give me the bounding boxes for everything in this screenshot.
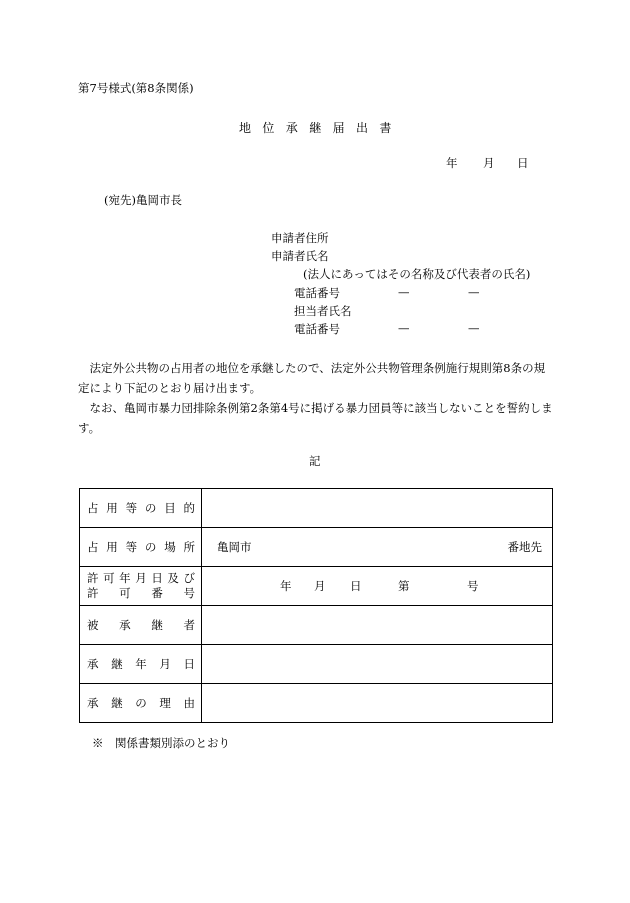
- permit-year: 年: [280, 579, 292, 593]
- date-day: 日: [517, 156, 529, 170]
- document-title: 地位承継届出書: [239, 121, 403, 135]
- body-paragraph-2: なお、亀岡市暴力団排除条例第2条第4号に掲げる暴力団員等に該当しないことを誓約します。: [78, 401, 553, 435]
- permit-label-line-2: 許可番号: [87, 586, 195, 600]
- succession-reason-label-cell: [80, 684, 202, 723]
- predecessor-value-cell[interactable]: [202, 606, 553, 645]
- contact-phone-label: 電話番号: [294, 322, 340, 336]
- contact-phone-dash-2: —: [468, 321, 480, 335]
- applicant-name-label: 申請者氏名: [271, 249, 329, 263]
- body-paragraph-1: 法定外公共物の占用者の地位を承継したので、法定外公共物管理条例施行規則第8条の規定により下記のとおり届け出ます。: [78, 361, 546, 395]
- applicant-phone-dash-1: —: [398, 285, 410, 299]
- permit-month: 月: [314, 579, 326, 593]
- purpose-label-cell: [80, 489, 202, 528]
- table-row-purpose: [80, 489, 553, 528]
- notification-table: [79, 488, 553, 723]
- applicant-phone-label: 電話番号: [294, 286, 340, 300]
- table-row-predecessor: [80, 606, 553, 645]
- succession-reason-label: 承継の理由: [87, 695, 195, 710]
- predecessor-label-cell: [80, 606, 202, 645]
- succession-reason-value-cell[interactable]: [202, 684, 553, 723]
- location-label-cell: [80, 528, 202, 567]
- predecessor-label: 被承継者: [87, 617, 195, 632]
- addressee: (宛先)亀岡市長: [104, 193, 182, 207]
- table-row-permit: [80, 567, 553, 606]
- applicant-address-label: 申請者住所: [271, 231, 329, 245]
- permit-label-cell: [80, 567, 202, 606]
- purpose-label: 占用等の目的: [87, 500, 195, 515]
- table-row-succession-date: [80, 645, 553, 684]
- contact-name-label: 担当者氏名: [294, 304, 352, 318]
- applicant-phone-dash-2: —: [468, 285, 480, 299]
- purpose-value-cell[interactable]: [202, 489, 553, 528]
- permit-dai: 第: [398, 579, 410, 593]
- succession-date-value-cell[interactable]: [202, 645, 553, 684]
- table-row-location: [80, 528, 553, 567]
- location-label: 占用等の場所: [87, 539, 195, 554]
- ki-heading: 記: [309, 454, 321, 468]
- location-suffix: 番地先: [507, 540, 542, 554]
- date-year: 年: [446, 156, 458, 170]
- permit-go: 号: [467, 579, 479, 593]
- succession-date-label-cell: [80, 645, 202, 684]
- permit-value-cell[interactable]: [202, 567, 553, 606]
- corporation-note: (法人にあってはその名称及び代表者の氏名): [303, 267, 531, 281]
- date-month: 月: [483, 156, 495, 170]
- location-city: 亀岡市: [217, 540, 252, 554]
- table-row-succession-reason: [80, 684, 553, 723]
- form-number: 第7号様式(第8条関係): [78, 81, 194, 95]
- location-value-cell[interactable]: [202, 528, 553, 567]
- permit-label-line-1: 許可年月日及び: [87, 571, 195, 585]
- contact-phone-dash-1: —: [398, 321, 410, 335]
- succession-date-label: 承継年月日: [87, 656, 195, 671]
- attachment-note: ※ 関係書類別添のとおり: [92, 736, 230, 750]
- permit-day: 日: [350, 579, 362, 593]
